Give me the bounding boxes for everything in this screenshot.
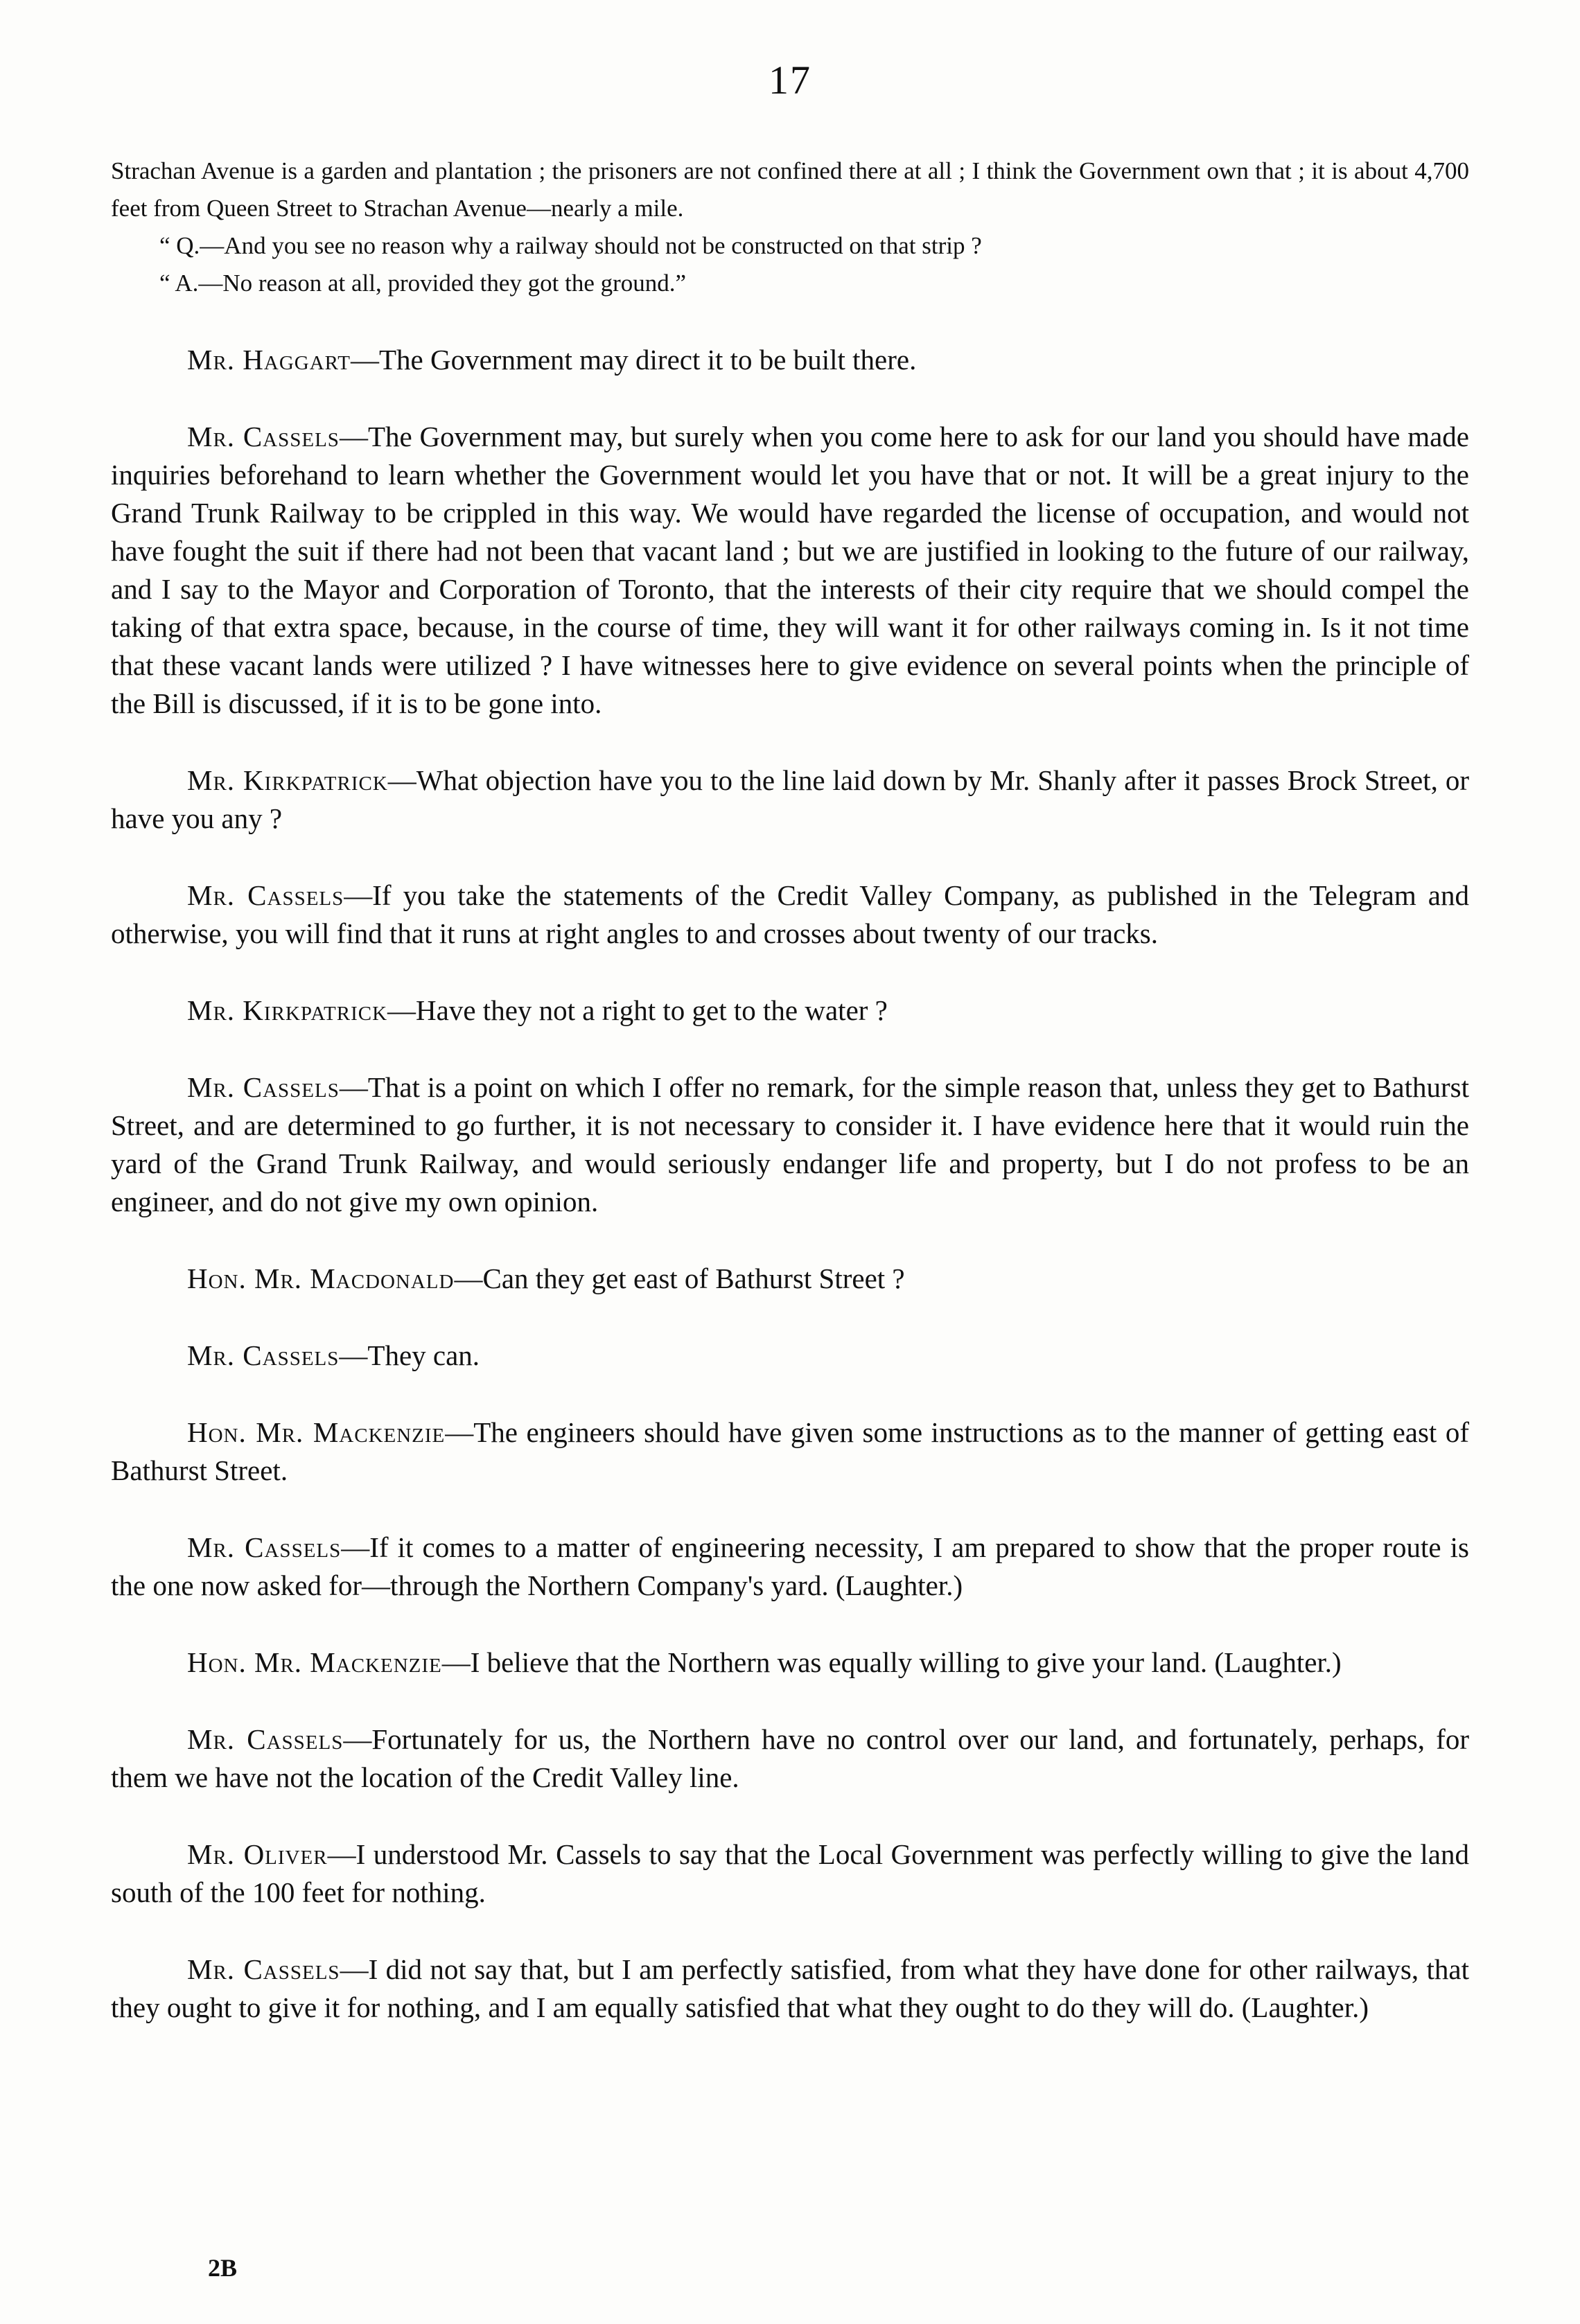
speaker-name: Mr. Cassels xyxy=(187,1339,340,1371)
speech-text: —The engineers should have given some instructions as to the manner of getting east of Bathurst Street. xyxy=(111,1416,1469,1486)
document-body xyxy=(111,152,1469,2027)
speaker-name: Mr. Cassels xyxy=(187,1953,340,1985)
speech-text: —If you take the statements of the Credit Valley Company, as published in the Telegram and otherwise, you will find that it runs at right angles to and crosses about twenty of our tracks. xyxy=(111,879,1470,949)
speech-text: —If it comes to a matter of engineering necessity, I am prepared to show that the proper route is the one now asked for—through the Northern Company's yard. (Laughter.) xyxy=(111,1531,1469,1601)
speech-text: —The Government may, but surely when you come here to ask for our land you should have made inquiries beforehand to learn whether the Government would let you have that or not. It will be a great injury to the Grand Trunk Railway to be crippled in this way. We would have regarded the license of occupation, and would not have fought the suit if there had not been that vacant land ; but we are justified in looking to the future of our railway, and I say to the Mayor and Corporation of Toronto, that the interests of their city require that we should compel the taking of that extra space, because, in the course of time, they will want it for other railways coming in. Is it not time that these vacant lands were utilized ? I have witnesses here to give evidence on several points when the principle of the Bill is discussed, if it is to be gone into. xyxy=(111,421,1469,719)
speech-paragraph xyxy=(111,1414,1469,1490)
speaker-name: Mr. Cassels xyxy=(187,1531,342,1563)
speech-paragraph xyxy=(111,341,1469,379)
speech-paragraph xyxy=(111,418,1469,723)
speech-paragraph xyxy=(111,1260,1469,1298)
prelude-question: “ Q.—And you see no reason why a railway should not be constructed on that strip ? xyxy=(159,232,982,259)
speech-text: —They can. xyxy=(339,1339,480,1371)
speaker-name: Mr. Cassels xyxy=(187,1071,340,1103)
speech-paragraph xyxy=(111,1720,1469,1797)
speech-paragraph xyxy=(111,1644,1469,1682)
speech-text: —The Government may direct it to be built there. xyxy=(351,344,917,376)
speech-paragraph xyxy=(111,1529,1469,1605)
speech-text: —I understood Mr. Cassels to say that the Local Government was perfectly willing to give the land south of the 100 feet for nothing. xyxy=(111,1838,1470,1908)
speech-paragraph xyxy=(111,1337,1469,1375)
page-number: 17 xyxy=(769,58,811,103)
speaker-name: Hon. Mr. Mackenzie xyxy=(187,1646,442,1678)
prelude-answer: “ A.—No reason at all, provided they got the ground.” xyxy=(159,270,687,297)
speech-text: —Fortunately for us, the Northern have no control over our land, and fortunately, perhaps, for them we have not the location of the Credit Valley line. xyxy=(111,1723,1469,1793)
speech-paragraph xyxy=(111,762,1469,838)
speech-paragraph xyxy=(111,1951,1469,2027)
speech-paragraph xyxy=(111,1068,1469,1221)
speech-text: —Have they not a right to get to the water ? xyxy=(387,994,888,1026)
speaker-name: Mr. Haggart xyxy=(187,344,351,376)
speaker-name: Mr. Cassels xyxy=(187,879,344,911)
speech-paragraph xyxy=(111,877,1469,953)
quoted-testimony xyxy=(111,152,1469,302)
speech-paragraph xyxy=(111,992,1469,1030)
signature-mark: 2B xyxy=(208,2254,238,2282)
speaker-name: Mr. Kirkpatrick xyxy=(187,764,388,796)
speech-text: —Can they get east of Bathurst Street ? xyxy=(454,1262,905,1294)
speech-paragraph xyxy=(111,1836,1469,1912)
speech-text: —What objection have you to the line laid down by Mr. Shanly after it passes Brock Street, or have you any ? xyxy=(111,764,1469,834)
speech-text: —I believe that the Northern was equally willing to give your land. (Laughter.) xyxy=(441,1646,1342,1678)
speaker-name: Mr. Cassels xyxy=(187,1723,344,1755)
speech-text: —That is a point on which I offer no remark, for the simple reason that, unless they get to Bathurst Street, and are determined to go further, it is not necessary to consider it. I have evidence here that it would ruin the yard of the Grand Trunk Railway, and would seriously endanger life and property, but I do not profess to be an engineer, and do not give my own opinion. xyxy=(111,1071,1469,1217)
prelude-line: Strachan Avenue is a garden and plantation ; the prisoners are not confined there at all ; I think the Government own that ; it is about 4,700 feet from Queen Street to Strachan Avenue—nearly a mile. xyxy=(111,157,1469,222)
speech-text: —I did not say that, but I am perfectly satisfied, from what they have done for other railways, that they ought to give it for nothing, and I am equally satisfied that what they ought to do they will do. (Laughter.) xyxy=(111,1953,1469,2023)
speaker-name: Mr. Oliver xyxy=(187,1838,328,1870)
speaker-name: Hon. Mr. Mackenzie xyxy=(187,1416,446,1448)
speaker-name: Hon. Mr. Macdonald xyxy=(187,1262,455,1294)
speaker-name: Mr. Cassels xyxy=(187,421,340,452)
speaker-name: Mr. Kirkpatrick xyxy=(187,994,388,1026)
